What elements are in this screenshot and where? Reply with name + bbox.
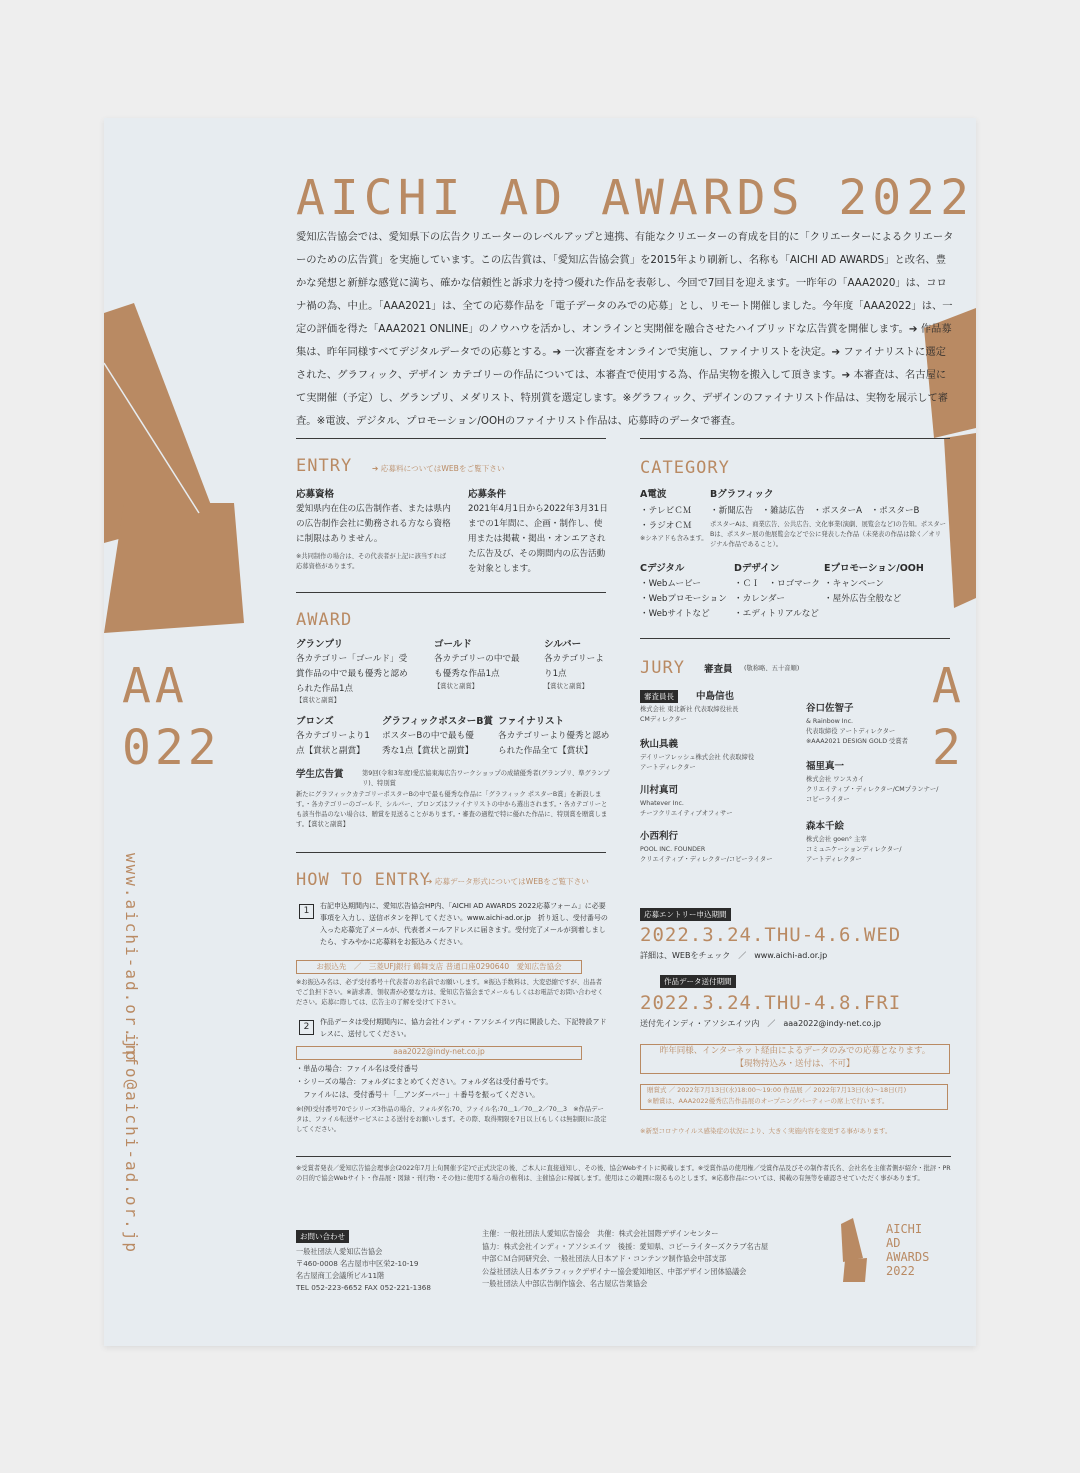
jury-member-1-org: 株式会社 東北新社 代表取締役社長 CMディレクター	[640, 706, 739, 723]
jury-member-7-name: 森本千絵	[806, 821, 845, 832]
cat-d-items: ・ＣＩ ・ロゴマーク ・カレンダー ・エディトリアルなど	[734, 579, 820, 619]
cat-b-note: ポスターAは、商業広告、公共広告、文化事業(演劇、展覧会など)の告知。ポスターBは、ポスター展の他展覧会などで公に発表した作品（未発表の作品は除く／オリジナル作品であること）。	[710, 521, 946, 548]
silver-title: シルバー	[544, 639, 582, 650]
qual-small: ※共同制作の場合は、その代表者が上記に該当すれば応募資格があります。	[296, 553, 447, 570]
data-period-tag: 作品データ送付期間	[660, 975, 736, 988]
cond-text: 2021年4月1日から2022年3月31日までの1年間に、企画・制作し、使用または掲載・掲出・オンエアされた広告及び、その期間内の広告活動を対象とします。	[468, 504, 608, 574]
page-title: AICHI AD AWARDS 2022	[296, 170, 974, 226]
award-heading: AWARD	[296, 610, 353, 630]
cat-b-title: Bグラフィック	[710, 489, 774, 500]
qual-text: 愛知県内在住の広告制作者、または県内の広告制作会社に勤務される方なら資格に制限はありません。	[296, 504, 451, 544]
poster-text: ポスターBの中で最も優秀な1点【賞状と副賞】	[382, 731, 474, 756]
cond-title: 応募条件	[468, 489, 507, 500]
silver-text: 各カテゴリーより1点	[544, 654, 604, 679]
cat-d-title: Dデザイン	[734, 563, 780, 574]
bronze-text: 各カテゴリーより1点【賞状と副賞】	[296, 731, 370, 756]
contact-info: 一般社団法人愛知広告協会 〒460-0008 名古屋市中区栄2-10-19 名古屋商工会議所ビル11階 TEL 052-223-6652 FAX 052-221-1368	[296, 1247, 431, 1292]
contact-tag: お問い合わせ	[296, 1230, 349, 1243]
silver-prize: 【賞状と副賞】	[544, 683, 589, 690]
gp-text: 各カテゴリー「ゴールド」受賞作品の中で最も優秀と認められた作品1点	[296, 654, 408, 694]
award-fine: 新たにグラフィックカテゴリーポスターBの中で最も優秀な作品に「グラフィック ポスターB賞」を新設します。・各カテゴリーのゴールド、シルバー、ブロンズはファイナリストの中から選出されます。・各カテゴリーとも該当作品のない場合は、贈賞を見送ることがあります。・審査の過程で特に優れた作品に、特別賞を贈賞します。【賞状と副賞】	[296, 791, 608, 828]
jury-member-6-name: 福里真一	[806, 761, 845, 772]
gp-prize: 【賞状と副賞】	[296, 697, 341, 704]
jury-member-2-name: 秋山具義	[640, 739, 679, 750]
jury-member-3-org: Whatever Inc. チーフクリエイティブオフィサー	[640, 800, 733, 817]
side-big-022: 022	[122, 720, 221, 776]
left-folded-shape	[104, 303, 244, 633]
entry-period-date: 2022.3.24.THU-4.6.WED	[640, 924, 902, 946]
cat-b-items: ・新聞広告 ・雑誌広告 ・ポスターA ・ポスターB	[710, 506, 920, 516]
entry-heading: ENTRY	[296, 456, 353, 476]
poster-title: グラフィックポスターB賞	[382, 716, 493, 727]
intro-text: 愛知広告協会では、愛知県下の広告クリエーターのレベルアップと連携、有能なクリエーターの育成を目的に「クリエーターによるクリエーターのための広告賞」を実施しています。この広告賞は、「愛知広告協会賞」を2015年より刷新し、名称も「AICHI AD AWARDS」と改名、豊かな発想と新鮮な感覚に満ち、確かな信頼性と訴求力を持つ優れた作品を表彰し、今回で7回目を迎えます。一昨年の「AAA2020」は、コロナ禍の為、中止。「AAA2021」は、全ての応募作品を「電子データのみでの応募」とし、リモート開催しました。今年度「AAA2022」は、一定の評価を得た「AAA2021 ONLINE」のノウハウを活かし、オンラインと実開催を融合させたハイブリッドな広告賞を開催します。➔ 作品募集は、昨年同様すべてデジタルデータでの応募とする。➔ 一次審査をオンラインで実施し、ファイナリストを決定。➔ ファイナリストに選定された、グラフィック、デザイン カテゴリーの作品については、本審査で使用する為、作品実物を搬入して頂きます。➔ 本審査は、名古屋にて実開催（予定）し、グランプリ、メダリスト、特別賞を選定します。※グラフィック、デザインのファイナリスト作品は、実物を展示して審査。※電波、デジタル、プロモーション/OOHのファイナリスト作品は、応募時のデータで審査。	[296, 231, 954, 427]
jury-member-5-org: & Rainbow Inc. 代表取締役 アートディレクター ※AAA2021 DESIGN GOLD 受賞者	[806, 718, 908, 745]
entry-note: ➔ 応募料についてはWEBをご覧下さい	[372, 464, 505, 473]
jury-member-6-org: 株式会社 ワンスカイ クリエイティブ・ディレクター/CMプランナー/ コピーライター	[806, 776, 939, 803]
entry-period-sub: 詳細は、WEBをチェック ／ www.aichi-ad.or.jp	[640, 951, 828, 960]
side-email: info@aichi-ad.or.jp	[122, 1033, 141, 1255]
finalist-title: ファイナリスト	[498, 716, 565, 727]
file-rule-2: ・シリーズの場合：フォルダにまとめてください。フォルダ名は受付番号です。	[296, 1077, 553, 1086]
gold-prize: 【賞状と副賞】	[434, 683, 479, 690]
bank-note: ※お振込み名は、必ず受付番号＋代表者のお名前でお願いします。※振込手数料は、大変恐縮ですが、出品者でご負担下さい。※請求書、領収書が必要な方は、愛知広告協会までメールもしくはお電話でお問い合わせください。応募に際しては、広告主の了解を受けて下さい。	[296, 979, 604, 1006]
how-note: ➔ 応募データ形式についてはWEBをご覧下さい	[426, 877, 589, 886]
covid-note: ※新型コロナウイルス感染症の状況により、大きく実施内容を変更する事があります。	[640, 1127, 892, 1135]
category-heading: CATEGORY	[640, 458, 730, 478]
data-period-sub: 送付先インディ・アソシエイツ内 ／ aaa2022@indy-net.co.jp	[640, 1019, 881, 1028]
footer-disclaimer: ※受賞者発表／愛知広告協会理事会(2022年7月上旬開催予定)で正式決定の後、ご本人に直接通知し、その後、協会Webサイトに掲載します。※受賞作品の使用権／受賞作品及びその制作者氏名、会社名を主催者側が紹介・批評・PRの目的で協会Webサイト・作品展・図録・刊行物・その他に使用する場合の権利は、主催協会に帰属します。使用はこの範囲に限るものとします。※応募作品については、掲載の有無等を確認させていただく事があります。	[296, 1165, 951, 1182]
bank-box: お振込先 ／ 三菱UFJ銀行 鶴舞支店 普通口座0290640 愛知広告協会	[296, 960, 582, 974]
cat-a-items: ・テレビＣＭ ・ラジオＣＭ	[640, 506, 692, 531]
chair-tag: 審査員長	[640, 690, 678, 703]
logo-text: AICHI AD AWARDS 2022	[886, 1222, 930, 1278]
cat-c-items: ・Webムービー ・Webプロモーション ・Webサイトなど	[640, 579, 727, 619]
bronze-title: ブロンズ	[296, 716, 334, 727]
right-big-a: A	[932, 658, 965, 714]
ceremony-box: 贈賞式 ／ 2022年7月13日(水)18:00〜19:00 作品展 ／ 2022年7月13日(水)〜18日(月) ※贈賞は、AAA2022優秀広告作品展のオープニングパーティーの席上で行います。	[640, 1084, 948, 1110]
cat-a-note: ※シネアドも含みます。	[640, 535, 708, 542]
data-period-date: 2022.3.24.THU-4.8.FRI	[640, 992, 902, 1014]
jury-member-4-org: POOL INC. FOUNDER クリエイティブ・ディレクター/コピーライター	[640, 846, 773, 863]
file-rule-3: ファイルには、受付番号＋「＿アンダーバー」＋番号を振ってください。	[296, 1090, 540, 1099]
data-only-notice: 昨年同様、インターネット経由によるデータのみでの応募となります。 【現物持込み・送付は、不可】	[640, 1044, 950, 1074]
cat-e-items: ・キャンペーン ・屋外広告全般など	[824, 579, 902, 604]
jury-member-4-name: 小西利行	[640, 831, 679, 842]
jury-label: 審査員	[704, 664, 733, 675]
jury-label-note: (敬称略、五十音順)	[744, 665, 800, 672]
side-big-aa: AA	[122, 658, 188, 714]
credits: 主催：一般社団法人愛知広告協会 共催：株式会社国際デザインセンター 協力：株式会社インディ・アソシエイツ 後援：愛知県、コピーライターズクラブ名古屋 中部ＣＭ合同研究会、一般社団法人日本アド・コンテンツ制作協会中部支部 公益社団法人日本グラフィックデザイナー協会愛知地区、中部デザイン団体協議会 一般社団法人中部広告制作協会、名古屋広告業協会	[482, 1229, 769, 1288]
cat-a-title: A電波	[640, 489, 667, 500]
step1-text: 右記申込期間内に、愛知広告協会HP内、「AICHI AD AWARDS 2022応募フォーム」に必要事項を入力し、送信ボタンを押してください。www.aichi-ad.or.jp 折り返し、受付番号の入った応募完了メールが、代表者メールアドレスに届きます。受付完了メールが到着しましたら、すみやかに応募料をお振込みください。	[320, 902, 608, 946]
qual-title: 応募資格	[296, 489, 335, 500]
gp-title: グランプリ	[296, 639, 344, 650]
file-rule-4: ※(例)受付番号70でシリーズ3作品の場合、フォルダ名:70、ファイル名:70＿1／70＿2／70＿3 ※作品データは、ファイル転送サービスによる送付をお願いします。その際、取得期限を7日以上(もしくは無制限)に設定してください。	[296, 1106, 607, 1133]
gold-text: 各カテゴリーの中で最も優秀な作品1点	[434, 654, 520, 679]
student-title: 学生広告賞	[296, 769, 344, 780]
gold-title: ゴールド	[434, 639, 472, 650]
jury-member-2-org: デイリーフレッシュ株式会社 代表取締役 アートディレクター	[640, 754, 755, 771]
jury-heading: JURY	[640, 658, 685, 678]
right-big-2: 2	[932, 720, 965, 776]
jury-member-1-name: 中島信也	[696, 691, 735, 702]
jury-member-3-name: 川村真司	[640, 785, 679, 796]
side-url: www.aichi-ad.or.jp	[122, 853, 141, 1063]
mail-box: aaa2022@indy-net.co.jp	[296, 1046, 582, 1060]
cat-c-title: Cデジタル	[640, 563, 685, 574]
how-heading: HOW TO ENTRY	[296, 870, 431, 890]
jury-member-7-org: 株式会社 goen° 主宰 コミュニケーションディレクター/ アートディレクター	[806, 836, 902, 863]
poster-sheet: AICHI AD AWARDS 2022 愛知広告協会では、愛知県下の広告クリエーターのレベルアップと連携、有能なクリエーターの育成を目的に「クリエーターによるクリエーターのための広告賞」を実施しています。この広告賞は、「愛知広告協会賞」を2015年より刷新し、名称も「AICHI AD AWARDS」と改名、豊かな発想と新鮮な感覚に満ち、確かな信頼性と訴求力を持つ優れた作品を表彰し、今回で7回目を迎えます。一昨年の「AAA2020」は、コロナ禍の為、中止。「AAA2021」は、全ての応募作品を「電子データのみでの応募」とし、リモート開催しました。今年度「AAA2022」は、一定の評価を得た「AAA2021 ONLINE」のノウハウを活かし、オンラインと実開催を融合させたハイブリッドな広告賞を開催します。➔ 作品募集は、昨年同様すべてデジタルデータでの応募とする。➔ 一次審査をオンラインで実施し、ファイナリストを決定。➔ ファイナリストに選定された、グラフィック、デザイン カテゴリーの作品については、本審査で使用する為、作品実物を搬入して頂きます。➔ 本審査は、名古屋にて実開催（予定）し、グランプリ、メダリスト、特別賞を選定します。※グラフィック、デザインのファイナリスト作品は、実物を展示して審査。※電波、デジタル、プロモーション/OOHのファイナリスト作品は、応募時のデータで審査。 AA 022 A 2 www.aichi-ad.or.jp info@aichi-ad.or.jp ENTRY ➔ 応募料についてはWEBをご覧下さい 応募資格 愛知県内在住の広告制作者、または県内の広告制作会社に勤務される方なら資格に制限はありません。 ※共同制作の場合は、その代表者が上記に該当すれば応募資格があります。 応募条件 2021年4月1日から2022年3月31日までの1年間に、企画・制作し、使用または掲載・掲出・オンエアされた広告及び、その期間内の広告活動を対象とします。 AWARD グランプリ 各カテゴリー「ゴールド」受賞作品の中で最も優秀と認められた作品1点 【賞状と副賞】 ゴールド 各カテゴリーの中で最も優秀な作品1点 【賞状と副賞】 シルバー 各カテゴリーより1点 【賞状と副賞】 ブロンズ 各カテゴリーより1点【賞状と副賞】 グラフィックポスターB賞 ポスターBの中で最も優秀な1点【賞状と副賞】 ファイナリスト 各カテゴリーより優秀と認められた作品全て【賞状】 学生広告賞 第9回(令和3年度)愛広協東海広告ワークショップの成績優秀者(グランプリ、準グランプリ)、特別賞 新たにグラフィックカテゴリーポスターBの中で最も優秀な作品に「グラフィック ポスターB賞」を新設します。・各カテゴリーのゴールド、シルバー、ブロンズはファイナリストの中から選出されます。・各カテゴリーとも該当作品のない場合は、贈賞を見送ることがあります。・審査の過程で特に優れた作品に、特別賞を贈賞します。【賞状と副賞】 HOW TO ENTRY ➔ 応募データ形式についてはWEBをご覧下さい 1 右記申込期間内に、愛知広告協会HP内、「AICHI AD AWARDS 2022応募フォーム」に必要事項を入力し、送信ボタンを押してください。www.aichi-ad.or.jp 折り返し、受付番号の入った応募完了メールが、代表者メールアドレスに届きます。受付完了メールが到着しましたら、すみやかに応募料をお振込みください。 お振込先 ／ 三菱UFJ銀行 鶴舞支店 普通口座0290640 愛知広告協会 ※お振込み名は、必ず受付番号＋代表者のお名前でお願いします。※振込手数料は、大変恐縮ですが、出品者でご負担下さい。※請求書、領収書が必要な方は、愛知広告協会までメールもしくはお電話でお問い合わせください。応募に際しては、広告主の了解を受けて下さい。 2 作品データは受付期間内に、協力会社インディ・アソシエイツ内に開設した、下記特設アドレスに、送付してください。 aaa2022@indy-net.co.jp ・単品の場合：ファイル名は受付番号 ・シリーズの場合：フォルダにまとめてください。フォルダ名は受付番号です。 ファイルには、受付番号＋「＿アンダーバー」＋番号を振ってください。 ※(例)受付番号70でシリーズ3作品の場合、フォルダ名:70、ファイル名:70＿1／70＿2／70＿3 ※作品データは、ファイル転送サービスによる送付をお願いします。その際、取得期限を7日以上(もしくは無制限)に設定してください。 CATEGORY A電波 ・テレビＣＭ ・ラジオＣＭ ※シネアドも含みます。 Bグラフィック ・新聞広告 ・雑誌広告 ・ポスターA ・ポスターB ポスターAは、商業広告、公共広告、文化事業(演劇、展覧会など)の告知。ポスターBは、ポスター展の他展覧会などで公に発表した作品（未発表の作品は除く／オリジナル作品であること）。 Cデジタル ・Webムービー ・Webプロモーション ・Webサイトなど Dデザイン ・ＣＩ ・ロゴマーク ・カレンダー ・エディトリアルなど Eプロモーション/OOH ・キャンペーン ・屋外広告全般など JURY 審査員 (敬称略、五十音順) 審査員長 中島信也 株式会社 東北新社 代表取締役社長 CMディレクター 秋山具義 デイリーフレッシュ株式会社 代表取締役 アートディレクター 川村真司 Whatever Inc. チーフクリエイティブオフィサー 小西利行 POOL INC. FOUNDER クリエイティブ・ディレクター/コピーライター 谷口佐智子 & Rainbow Inc. 代表取締役 アートディレクター ※AAA2021 DESIGN GOLD 受賞者 福里真一 株式会社 ワンスカイ クリエイティブ・ディレクター/CMプランナー/ コピーライター 森本千絵 株式会社 goen° 主宰 コミュニケーションディレクター/ アートディレクター 応募エントリー申込期間 2022.3.24.THU-4.6.WED 詳細は、WEBをチェック ／ www.aichi-ad.or.jp 作品データ送付期間 2022.3.24.THU-4.8.FRI 送付先インディ・アソシエイツ内 ／ aaa2022@indy-net.co.jp 昨年同様、インターネット経由によるデータのみでの応募となります。 【現物持込み・送付は、不可】 贈賞式 ／ 2022年7月13日(水)18:00〜19:00 作品展 ／ 2022年7月13日(水)〜18日(月) ※贈賞は、AAA2022優秀広告作品展のオープニングパーティーの席上で行います。 ※新型コロナウイルス感染症の状況により、大きく実施内容を変更する事があります。 ※受賞者発表／愛知広告協会理事会(2022年7月上旬開催予定)で正式決定の後、ご本人に直接通知し、その後、協会Webサイトに掲載します。※受賞作品の使用権／受賞作品及びその制作者氏名、会社名を主催者側が紹介・批評・PRの目的で協会Webサイト・作品展・図録・刊行物・その他に使用する場合の権利は、主催協会に帰属します。使用はこの範囲に限るものとします。※応募作品については、掲載の有無等を確認させていただく事があります。 お問い合わせ 一般社団法人愛知広告協会 〒460-0008 名古屋市中区栄2-10-19 名古屋商工会議所ビル11階 TEL 052-223-6652 FAX 052-221-1368 主催：一般社団法人愛知広告協会 共催：株式会社国際デザインセンター 協力：株式会社インディ・アソシエイツ 後援：愛知県、コピーライターズクラブ名古屋 中部ＣＭ合同研究会、一般社団法人日本アド・コンテンツ制作協会中部支部 公益社団法人日本グラフィックデザイナー協会愛知地区、中部デザイン団体協議会 一般社団法人中部広告制作協会、名古屋広告業協会 AICHI AD AWARDS 2022	[104, 118, 976, 1346]
logo-mark	[839, 1218, 869, 1282]
student-sub: 第9回(令和3年度)愛広協東海広告ワークショップの成績優秀者(グランプリ、準グランプリ)、特別賞	[362, 770, 610, 787]
cat-e-title: Eプロモーション/OOH	[824, 563, 924, 574]
file-rule-1: ・単品の場合：ファイル名は受付番号	[296, 1064, 419, 1073]
entry-period-tag: 応募エントリー申込期間	[640, 908, 731, 921]
jury-member-5-name: 谷口佐智子	[806, 703, 854, 714]
finalist-text: 各カテゴリーより優秀と認められた作品全て【賞状】	[498, 731, 610, 756]
step2-text: 作品データは受付期間内に、協力会社インディ・アソシエイツ内に開設した、下記特設アドレスに、送付してください。	[320, 1018, 607, 1038]
